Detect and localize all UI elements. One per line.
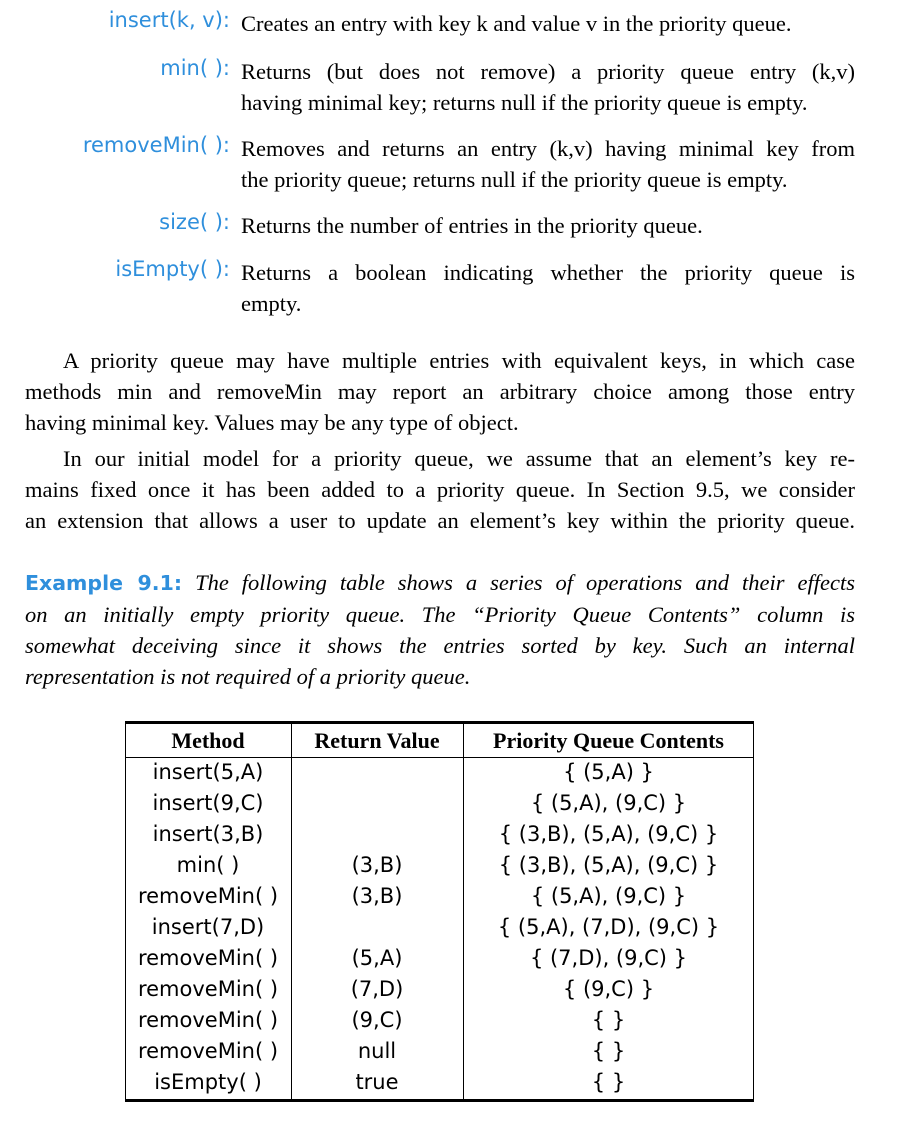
operations-table [125,721,754,1103]
description-line: Returns a boolean indicating whether the priority queue is [241,260,855,285]
method-description [241,8,855,39]
method-name: size( ): [159,210,230,234]
contents-cell: { } [591,1039,626,1063]
contents-cell: { } [591,1070,626,1094]
method-cell: removeMin( ) [137,884,279,908]
description-line: the priority queue; returns null if the priority queue is empty. [241,167,788,192]
method-cell: insert(3,B) [152,822,264,846]
description-line: empty. [241,291,302,316]
example-block [25,567,855,692]
contents-cell: { (5,A), (9,C) } [530,791,687,815]
return-cell: true [355,1070,399,1094]
description-line: Removes and returns an entry (k,v) having minimal key from [241,136,855,161]
description-line: Returns (but does not remove) a priority queue entry (k,v) [241,59,855,84]
example-label: Example 9.1: [25,571,183,595]
method-name: isEmpty( ): [115,257,230,281]
method-cell: removeMin( ) [137,977,279,1001]
method-cell: insert(5,A) [152,760,264,784]
contents-cell: { (5,A), (7,D), (9,C) } [497,915,720,939]
description-line: Returns the number of entries in the priority queue. [241,213,703,238]
column-header-method: Method [171,728,245,753]
paragraph-line: methods min and removeMin may report an arbitrary choice among those entry [25,379,855,404]
return-cell: null [357,1039,397,1063]
method-cell: min( ) [176,853,240,877]
return-cell: (9,C) [351,1008,403,1032]
method-cell: isEmpty( ) [154,1070,262,1094]
table-row [125,1005,754,1036]
description-line: having minimal key; returns null if the priority queue is empty. [241,90,808,115]
contents-cell: { (3,B), (5,A), (9,C) } [498,853,719,877]
method-cell: removeMin( ) [137,946,279,970]
paragraph-line: having minimal key. Values may be any type of object. [25,410,519,435]
method-cell: removeMin( ) [137,1039,279,1063]
table-row [125,819,754,850]
method-cell: insert(9,C) [152,791,264,815]
table-row [125,881,754,912]
method-description [241,210,855,241]
table-row [125,912,754,943]
column-header-return-value: Return Value [314,728,440,753]
contents-cell: { (9,C) } [562,977,655,1001]
column-header-contents: Priority Queue Contents [493,728,724,753]
method-cell: insert(7,D) [151,915,265,939]
return-cell: (7,D) [350,977,404,1001]
paragraph-initial-model [25,443,855,536]
method-description [241,257,855,319]
method-description [241,133,855,195]
method-description [241,56,855,118]
contents-cell: { (5,A) } [563,760,654,784]
table-row [125,1036,754,1067]
description-line: Creates an entry with key k and value v in the priority queue. [241,11,792,36]
example-line: representation is not required of a priority queue. [25,664,471,689]
table-row [125,850,754,881]
method-cell: removeMin( ) [137,1008,279,1032]
method-name: removeMin( ): [82,133,230,157]
contents-cell: { } [591,1008,626,1032]
table-row [125,1067,754,1098]
example-line: on an initially empty priority queue. The “Priority Queue Contents” column is [25,602,855,627]
contents-cell: { (3,B), (5,A), (9,C) } [498,822,719,846]
method-name: min( ): [160,56,230,80]
example-line [25,567,855,599]
paragraph-line: A priority queue may have multiple entries with equivalent keys, in which case [63,348,855,373]
example-text: The following table shows a series of operations and their effects [195,570,856,595]
paragraph-line: an extension that allows a user to update an element’s key within the priority queue. [25,508,855,533]
table-top-rule [125,721,754,724]
table-row [125,974,754,1005]
table-row [125,943,754,974]
example-line: somewhat deceiving since it shows the entries sorted by key. Such an internal [25,633,855,658]
method-name: insert(k, v): [108,8,230,32]
contents-cell: { (5,A), (9,C) } [530,884,687,908]
table-row [125,757,754,788]
return-cell: (5,A) [351,946,403,970]
paragraph-line: In our initial model for a priority queue, we assume that an element’s key re- [63,446,855,471]
return-cell: (3,B) [351,853,403,877]
return-cell: (3,B) [351,884,403,908]
paragraph-multiple-entries [25,345,855,438]
paragraph-line: mains fixed once it has been added to a priority queue. In Section 9.5, we consider [25,477,855,502]
table-bottom-rule [125,1099,754,1102]
contents-cell: { (7,D), (9,C) } [529,946,688,970]
table-row [125,788,754,819]
